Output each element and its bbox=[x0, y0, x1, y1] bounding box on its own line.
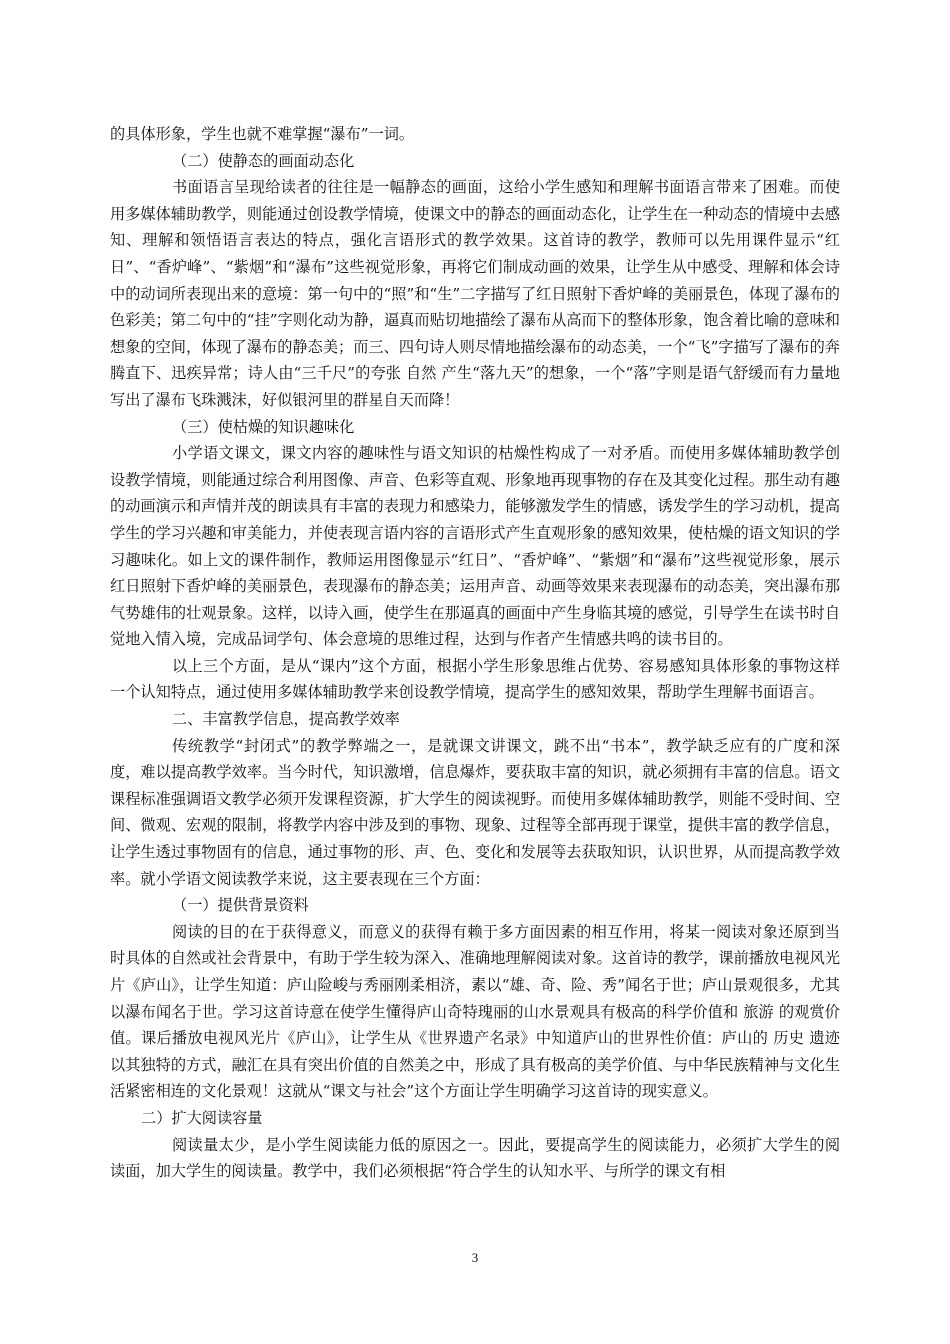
document-body bbox=[110, 121, 840, 1185]
page-number: 3 bbox=[471, 1250, 479, 1265]
body-paragraph: 传统教学“封闭式”的教学弊端之一，是就课文讲课文，跳不出“书本”，教学缺乏应有的广度和深度，难以提高教学效率。当今时代，知识激增，信息爆炸，要获取丰富的知识，就必须拥有丰富的信息。语文课程标准强调语文教学必须开发课程资源，扩大学生的阅读视野。而使用多媒体辅助教学，则能不受时间、空间、微观、宏观的限制，将教学内容中涉及到的事物、现象、过程等全部再现于课堂，提供丰富的教学信息，让学生透过事物固有的信息，通过事物的形、声、色、变化和发展等去获取知识，认识世界，从而提高教学效率。就小学语文阅读教学来说，这主要表现在三个方面： bbox=[110, 736, 840, 888]
body-paragraph: 以上三个方面，是从“课内”这个方面，根据小学生形象思维占优势、容易感知具体形象的事物这样一个认知特点，通过使用多媒体辅助教学来创设教学情境，提高学生的感知效果，帮助学生理解书面语言。 bbox=[110, 656, 840, 702]
body-paragraph: 阅读的目的在于获得意义，而意义的获得有赖于多方面因素的相互作用，将某一阅读对象还原到当时具体的自然或社会背景中，有助于学生较为深入、准确地理解阅读对象。这首诗的教学，课前播放电视风光片《庐山》，让学生知道：庐山险峻与秀丽刚柔相济，素以“雄、奇、险、秀”闻名于世；庐山景观很多，尤其以瀑布闻名于世。学习这首诗意在使学生懂得庐山奇特瑰丽的山水景观具有极高的科学价值和 旅游 的观赏价值。课后播放电视风光片《庐山》，让学生从《世界遗产名录》中知道庐山的世界性价值：庐山的 历史 遗迹以其独特的方式，融汇在具有突出价值的自然美之中，形成了具有极高的美学价值、与中华民族精神与文化生活紧密相连的文化景观！这就从“课文与社会”这个方面让学生明确学习这首诗的现实意义。 bbox=[110, 922, 840, 1101]
paragraph-continuation: 的具体形象，学生也就不难掌握“瀑布”一词。 bbox=[110, 125, 415, 143]
section-heading: （一）提供背景资料 bbox=[172, 896, 309, 915]
section-heading: （三）使枯燥的知识趣味化 bbox=[172, 417, 355, 436]
section-heading: 二）扩大阅读容量 bbox=[141, 1108, 263, 1127]
body-paragraph: 小学语文课文，课文内容的趣味性与语文知识的枯燥性构成了一对矛盾。而使用多媒体辅助教学创设教学情境，则能通过综合利用图像、声音、色彩等直观、形象地再现事物的存在及其变化过程。那生动有趣的动画演示和声情并茂的朗读具有丰富的表现力和感染力，能够激发学生的情感，诱发学生的学习动机，提高学生的学习兴趣和审美能力，并使表现言语内容的言语形式产生直观形象的感知效果，使枯燥的语文知识的学习趣味化。如上文的课件制作，教师运用图像显示“红日”、“香炉峰”、“紫烟”和“瀑布”这些视觉形象，展示红日照射下香炉峰的美丽景色，表现瀑布的静态美；运用声音、动画等效果来表现瀑布的动态美，突出瀑布那气势雄伟的壮观景象。这样，以诗入画，使学生在那逼真的画面中产生身临其境的感觉，引导学生在读书时自觉地入情入境，完成品词学句、体会意境的思维过程，达到与作者产生情感共鸣的读书目的。 bbox=[110, 444, 840, 649]
section-heading: 二、丰富教学信息，提高教学效率 bbox=[172, 710, 400, 729]
body-paragraph: 阅读量太少，是小学生阅读能力低的原因之一。因此，要提高学生的阅读能力，必须扩大学生的阅读面，加大学生的阅读量。教学中，我们必须根据“符合学生的认知水平、与所学的课文有相 bbox=[110, 1135, 840, 1181]
section-heading: （二）使静态的画面动态化 bbox=[172, 151, 355, 170]
body-paragraph: 书面语言呈现给读者的往往是一幅静态的画面，这给小学生感知和理解书面语言带来了困难。而使用多媒体辅助教学，则能通过创设教学情境，使课文中的静态的画面动态化，让学生在一种动态的情境中去感知、理解和领悟语言表达的特点，强化言语形式的教学效果。这首诗的教学，教师可以先用课件显示“红日”、“香炉峰”、“紫烟”和“瀑布”这些视觉形象，再将它们制成动画的效果，让学生从中感受、理解和体会诗中的动词所表现出来的意境：第一句中的“照”和“生”二字描写了红日照射下香炉峰的美丽景色，体现了瀑布的色彩美；第二句中的“挂”字则化动为静，逼真而贴切地描绘了瀑布从高而下的整体形象，饱含着比喻的意味和想象的空间，体现了瀑布的静态美；而三、四句诗人则尽情地描绘瀑布的动态美，一个“飞”字描写了瀑布的奔腾直下、迅疾异常；诗人由“三千尺”的夸张 自然 产生“落九天”的想象，一个“落”字则是语气舒缓而有力量地写出了瀑布飞珠溅沫，好似银河里的群星自天而降！ bbox=[110, 178, 840, 409]
